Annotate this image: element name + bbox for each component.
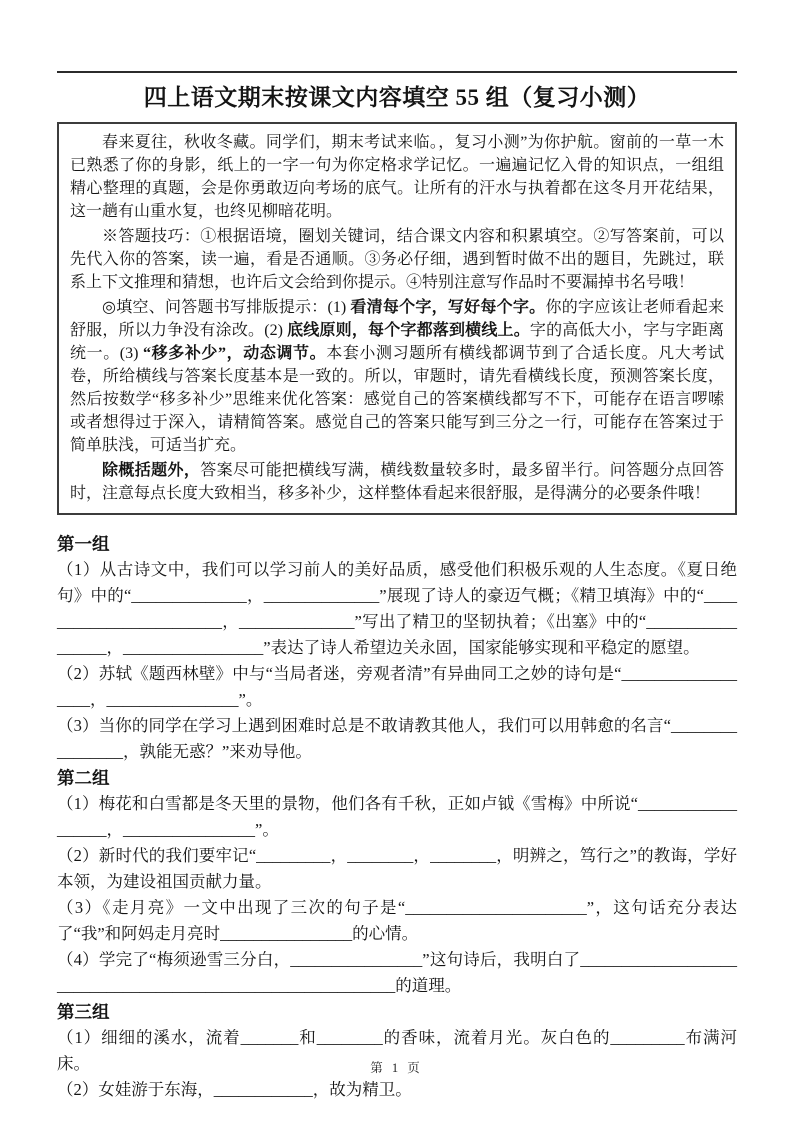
intro-paragraph-opening: 春来夏往，秋收冬藏。同学们，期末考试来临。，复习小测”为你护航。窗前的一草一木已熟悉了你的身影，纸上的一字一句为你定格求学记忆。一遍遍记忆入骨的知识点，一组组精心整理的真题，会是你勇敢迈向考场的底气。让所有的汗水与执着都在这冬月开花结果，这一趟有山重水复，也终见柳暗花明。 xyxy=(70,134,724,220)
intro-paragraph-answer-tips: ※答题技巧：①根据语境，圈划关键词，结合课文内容和积累填空。②写答案前，可以先代入你的答案，读一遍，看是否通顺。③务必仔细，遇到暂时做不出的题目，先跳过，联系上下文推理和猜想，也许后文会给到你提示。④特别注意写作品时不要漏掉书名号哦！ xyxy=(70,228,724,291)
intro-box xyxy=(57,122,737,515)
group-1-question-2: （2）苏轼《题西林壁》中与“当局者迷，旁观者清”有异曲同工之妙的诗句是“__________________，________________”。 xyxy=(57,664,737,709)
fill-rule-run-2: 答案尽可能把横线写满，横线数量较多时，最多留半行。问答题分点回答时，注意每点长度大致相当，移多补少，这样整体看起来很舒服，是得满分的必要条件哦！ xyxy=(70,462,724,502)
section-group-3 xyxy=(57,999,737,1103)
layout-tips-run-7: 本套小测习题所有横线都调节到了合适长度。凡大考试卷，所给横线与答案长度基本是一致的。所以，审题时，请先看横线长度，预测答案长度，然后按数学“移多补少”思维来优化答案：感觉自己的答案横线都写不下，可能存在语言啰嗦或者想得过于深入，请精简答案。感觉自己的答案只能写到三分之一行，可能存在答案过于简单肤浅，可适当扩充。 xyxy=(70,345,724,454)
page-title: 四上语文期末按课文内容填空 55 组（复习小测） xyxy=(143,85,651,110)
group-2-heading: 第二组 xyxy=(57,768,110,788)
group-3-heading: 第三组 xyxy=(57,1002,110,1022)
group-2-question-1: （1）梅花和白雪都是冬天里的景物，他们各有千秋，正如卢钺《雪梅》中所说“__________________，________________”。 xyxy=(57,794,737,839)
group-2-question-4: （4）学完了“梅须逊雪三分白，________________”这句诗后，我明白了____________________________________________________________的道理。 xyxy=(57,950,737,995)
fill-rule-run-1-bold: 除概括题外， xyxy=(102,462,201,479)
intro-paragraph-layout-tips xyxy=(70,296,724,457)
page-number: 第 1 页 xyxy=(370,1061,423,1075)
section-group-1 xyxy=(57,531,737,765)
question-sections xyxy=(57,531,737,1103)
group-3-question-1: （1）细细的溪水，流着_______和________的香味，流着月光。灰白色的_________布满河床。 xyxy=(57,1028,737,1073)
layout-tips-run-2-bold: 看清每个字，写好每个字。 xyxy=(350,299,546,316)
group-3-question-2: （2）女娃游于东海，____________，故为精卫。 xyxy=(57,1080,412,1099)
group-1-question-1: （1）从古诗文中，我们可以学习前人的美好品质，感受他们积极乐观的人生态度。《夏日绝句》中的“______________，______________”展现了诗人的豪迈气概；《精卫填海》中的“________________________，______________”写出了精卫的坚韧执着；《出塞》中的“_________________，_________________”表达了诗人希望边关永固，国家能够实现和平稳定的愿望。 xyxy=(57,560,737,657)
group-1-heading: 第一组 xyxy=(57,534,110,554)
group-1-question-3: （3）当你的同学在学习上遇到困难时总是不敢请教其他人，我们可以用韩愈的名言“________________，孰能无惑？”来劝导他。 xyxy=(57,716,737,761)
layout-tips-run-5: 字的高低大小，字与字距离统一。(3) xyxy=(70,322,724,362)
layout-tips-run-4-bold: 底线原则，每个字都落到横线上。 xyxy=(287,322,530,339)
group-2-question-2: （2）新时代的我们要牢记“_________，________，________，明辨之，笃行之”的教诲，学好本领，为建设祖国贡献力量。 xyxy=(57,846,737,891)
layout-tips-run-3: 你的字应该让老师看起来舒服，所以力争没有涂改。(2) xyxy=(70,299,724,339)
layout-tips-run-6-bold: “移多补少”，动态调节。 xyxy=(143,345,327,362)
header-divider xyxy=(57,71,737,73)
group-2-question-3: （3）《走月亮》一文中出现了三次的句子是“______________________”，这句话充分表达了“我”和阿妈走月亮时________________的心情。 xyxy=(57,898,737,943)
section-group-2 xyxy=(57,765,737,999)
layout-tips-run-1: ◎填空、问答题书写排版提示：(1) xyxy=(102,299,351,316)
intro-paragraph-fill-rule xyxy=(70,459,724,505)
